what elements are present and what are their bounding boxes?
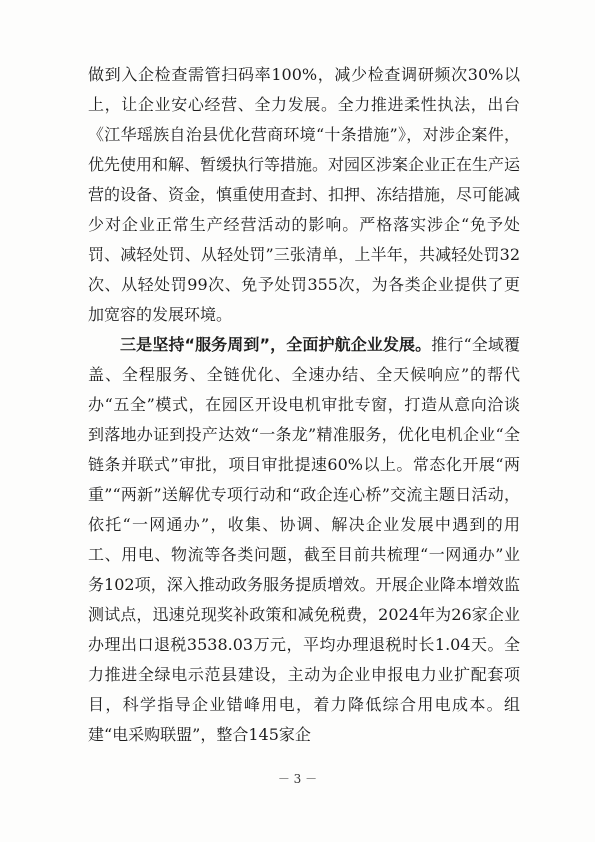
paragraph-2 [88, 330, 520, 750]
body-text [88, 60, 520, 750]
paragraph-1: 做到入企检查需管扫码率100%，减少检查调研频次30%以上，让企业安心经营、全力发展。全力推进柔性执法，出台《江华瑶族自治县优化营商环境“十条措施”》，对涉企案件，优先使用和解、暂缓执行等措施。对园区涉案企业正在生产运营的设备、资金，慎重使用查封、扣押、冻结措施，尽可能减少对企业正常生产经营活动的影响。严格落实涉企“免予处罚、减轻处罚、从轻处罚”三张清单，上半年，共减轻处罚32次、从轻处罚99次、免予处罚355次，为各类企业提供了更加宽容的发展环境。 [88, 65, 521, 324]
page-number: － 3 － [277, 772, 318, 786]
paragraph-2-lead: 三是坚持“服务周到”，全面护航企业发展。 [120, 335, 432, 354]
paragraph-2-body: 推行“全域覆盖、全程服务、全链优化、全速办结、全天候响应”的帮代办“五全”模式，在园区开设电机审批专窗，打造从意向洽谈到落地办证到投产达效“一条龙”精准服务，优化电机企业“全链条并联式”审批，项目审批提速60%以上。常态化开展“两重”“两新”送解优专项行动和“政企连心桥”交流主题日活动，依托“一网通办”，收集、协调、解决企业发展中遇到的用工、用电、物流等各类问题，截至目前共梳理“一网通办”业务102项，深入推动政务服务提质增效。开展企业降本增效监测试点，迅速兑现奖补政策和减免税费，2024年为26家企业办理出口退税3538.03万元，平均办理退税时长1.04天。全力推进全绿电示范县建设，主动为企业申报电力业扩配套项目，科学指导企业错峰用电，着力降低综合用电成本。组建“电采购联盟”，整合145家企 [88, 335, 520, 744]
